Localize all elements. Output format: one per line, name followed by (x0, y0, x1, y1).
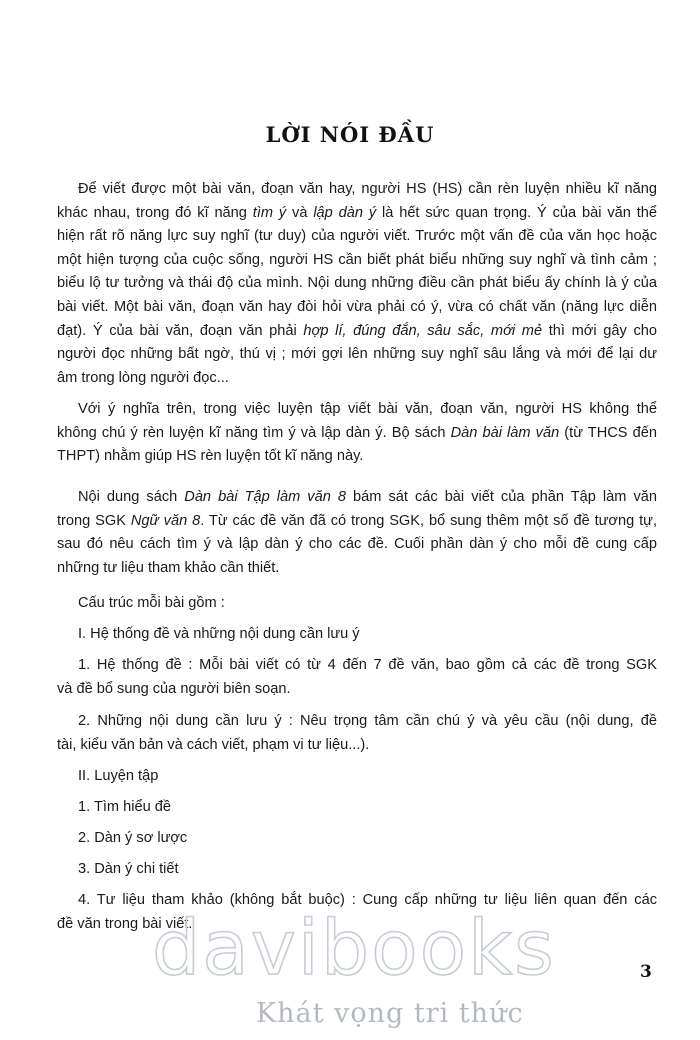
paragraph-3 (57, 486, 657, 580)
text-line: bài viết. Một bài văn, đoạn văn hay đòi hỏi vừa phải có ý, vừa có chất văn (năng lực diễn (57, 298, 657, 315)
list-item: 2. Những nội dung cần lưu ý : Nêu trọng tâm cần chú ý và yêu cầu (nội dung, đề (78, 713, 657, 729)
text-line: người đọc những bất ngờ, thú vị ; mới gợi lên những suy nghĩ sâu lắng và mới để lại dư (57, 346, 657, 363)
text-line: những tư liệu tham khảo cần thiết. (57, 559, 280, 576)
paragraph-1 (57, 178, 657, 390)
watermark-logo: davibooks (152, 903, 556, 992)
section-heading: I. Hệ thống đề và những nội dung cần lưu ý (78, 626, 360, 642)
page-number: 3 (640, 962, 652, 982)
section-2-item-3 (78, 858, 657, 882)
text-line: THPT) nhằm giúp HS rèn luyện tốt kĩ năng này. (57, 448, 364, 465)
text-line: Để viết được một bài văn, đoạn văn hay, người HS (HS) cần rèn luyện nhiều kĩ năng (78, 181, 657, 197)
list-item: 1. Hệ thống đề : Mỗi bài viết có từ 4 đến 7 đề văn, bao gồm cả các đề trong SGK (78, 657, 657, 673)
text-line: Với ý nghĩa trên, trong việc luyện tập viết bài văn, đoạn văn, người HS không thể (78, 401, 657, 417)
text-line: Nội dung sách Dàn bài Tập làm văn 8 bám sát các bài viết của phần Tập làm văn (78, 489, 657, 505)
section-1 (57, 623, 657, 647)
list-item: 4. Tư liệu tham khảo (không bắt buộc) : Cung cấp những tư liệu liên quan đến các (78, 892, 657, 908)
text-line: hiện rất rõ năng lực suy nghĩ (tư duy) của người viết. Trước một vấn đề của văn học hoặc (57, 228, 657, 245)
list-item-continuation: đề văn trong bài viết. (57, 915, 193, 932)
page-title: LỜI NÓI ĐẦU (265, 122, 435, 147)
text-line: sau đó nêu cách tìm ý và lập dàn ý cho các đề. Cuối phần dàn ý cho mỗi đề cung cấp (57, 536, 657, 553)
list-item: 1. Tìm hiểu đề (78, 799, 172, 815)
watermark-tagline: Khát vọng tri thức (256, 998, 524, 1029)
list-item: 2. Dàn ý sơ lược (78, 830, 188, 846)
text-line: âm trong lòng người đọc... (57, 369, 229, 386)
section-2 (57, 765, 657, 789)
list-item-continuation: và đề bổ sung của người biên soạn. (57, 680, 291, 697)
section-2-item-1 (78, 796, 657, 820)
paragraph-2 (57, 398, 657, 469)
text-line: đạt). Ý của bài văn, đoạn văn phải hợp lí, đúng đắn, sâu sắc, mới mẻ thì mới gây cho (57, 322, 657, 339)
text-line: khác nhau, trong đó kĩ năng tìm ý và lập dàn ý là hết sức quan trọng. Ý của bài văn thể (57, 204, 657, 221)
structure-intro: Cấu trúc mỗi bài gồm : (78, 595, 225, 611)
section-1-item-1 (57, 654, 657, 701)
section-2-item-2 (78, 827, 657, 851)
text-line: không chú ý rèn luyện kĩ năng tìm ý và lập dàn ý. Bộ sách Dàn bài làm văn (từ THCS đến (57, 424, 657, 441)
text-line: biểu lộ tư tưởng và thái độ của mình. Nội dung những điều cần phát biểu ấy chính là ý của (57, 275, 657, 292)
section-heading: II. Luyện tập (78, 768, 159, 784)
list-item-continuation: tài, kiểu văn bản và cách viết, phạm vi tư liệu...). (57, 736, 370, 753)
text-line: một hiện tượng của cuộc sống, người HS cần biết phát biểu những suy nghĩ và tình cảm ; (57, 251, 657, 268)
list-item: 3. Dàn ý chi tiết (78, 861, 179, 877)
text-line: trong SGK Ngữ văn 8. Từ các đề văn đã có trong SGK, bổ sung thêm một số đề tương tự, (57, 512, 657, 529)
section-1-item-2 (57, 710, 657, 757)
